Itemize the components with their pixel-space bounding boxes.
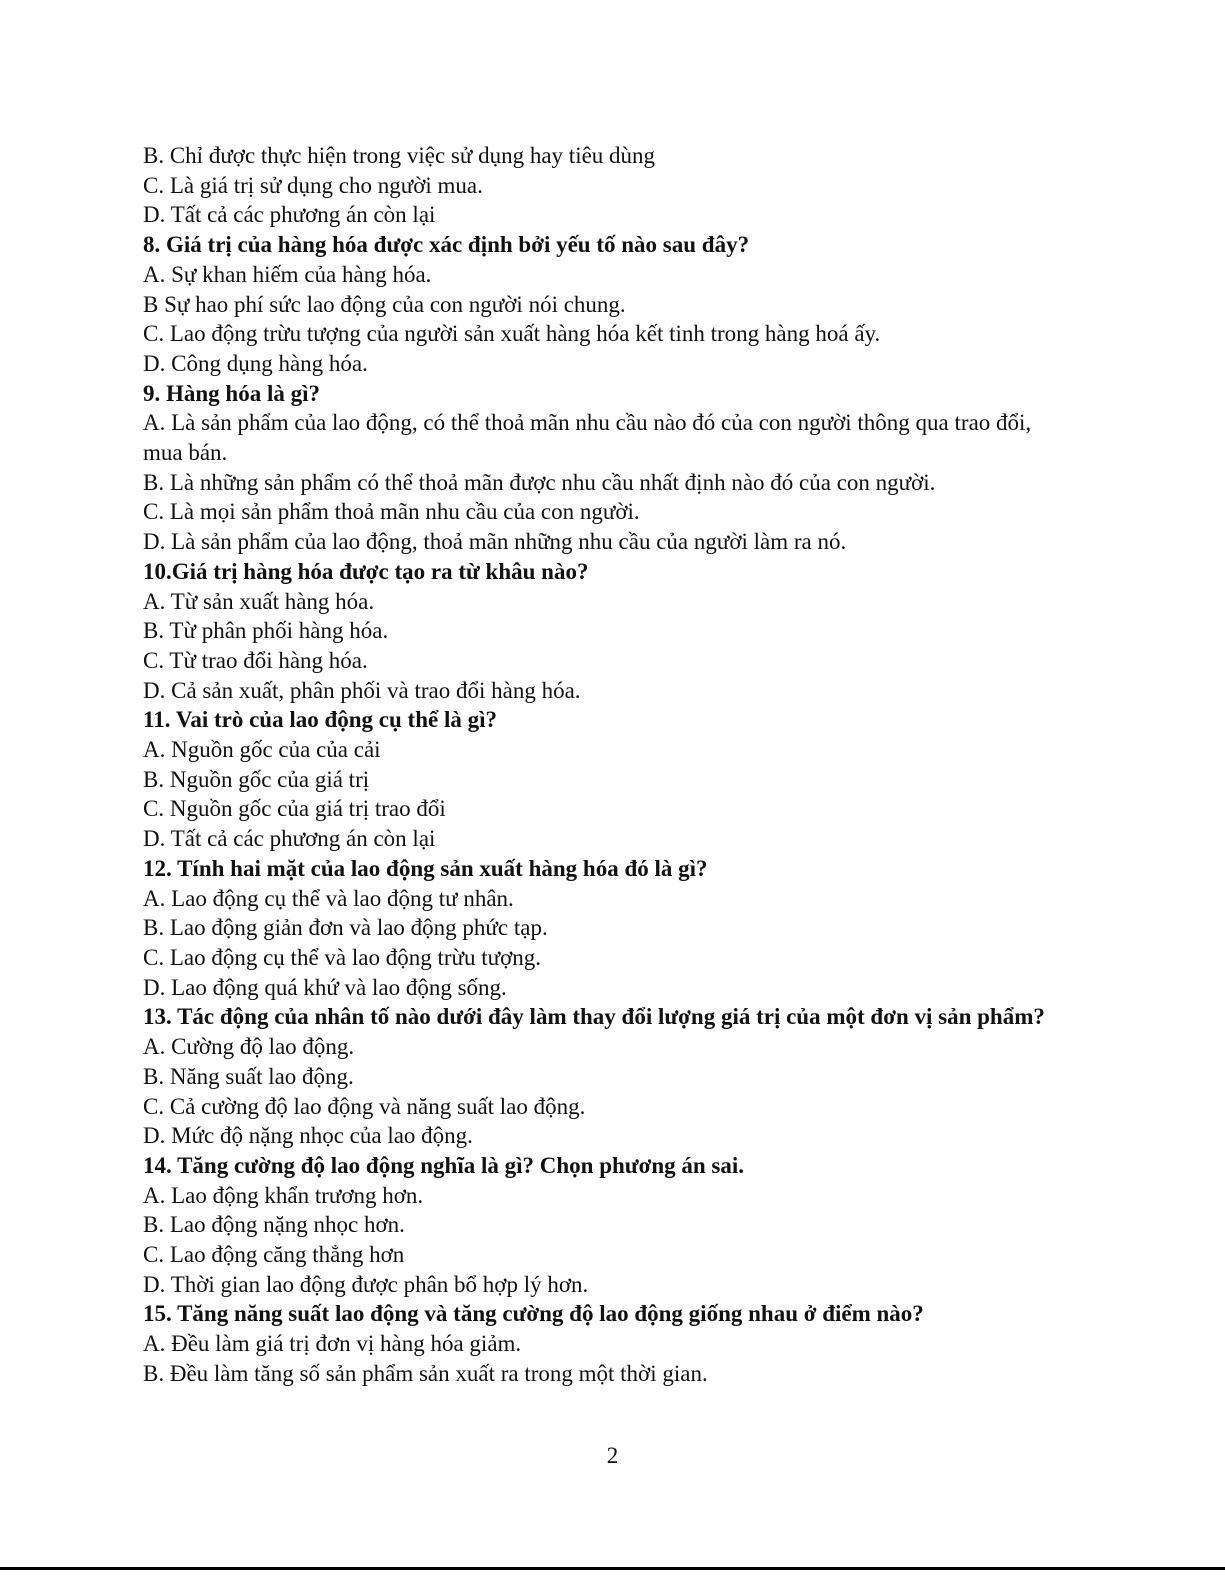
- answer-option: B. Từ phân phối hàng hóa.: [143, 618, 389, 644]
- answer-option: B. Chỉ được thực hiện trong việc sử dụng hay tiêu dùng: [143, 143, 656, 168]
- answer-option: C. Nguồn gốc của giá trị trao đổi: [143, 796, 446, 822]
- page-bottom-border: [0, 1567, 1225, 1570]
- answer-option: A. Lao động cụ thể và lao động tư nhân.: [143, 885, 514, 911]
- answer-option: D. Tất cả các phương án còn lại: [143, 202, 436, 228]
- answer-option: D. Công dụng hàng hóa.: [143, 350, 368, 376]
- question-heading: 8. Giá trị của hàng hóa được xác định bởi yếu tố nào sau đây?: [143, 232, 750, 258]
- question-list: [143, 141, 1063, 1389]
- question-heading: 10.Giá trị hàng hóa được tạo ra từ khâu nào?: [143, 558, 589, 584]
- answer-option: B. Là những sản phẩm có thể thoả mãn được nhu cầu nhất định nào đó của con người.: [143, 469, 936, 495]
- answer-option: A. Từ sản xuất hàng hóa.: [143, 588, 375, 614]
- answer-option: B. Đều làm tăng số sản phẩm sản xuất ra trong một thời gian.: [143, 1360, 708, 1386]
- question-heading: 12. Tính hai mặt của lao động sản xuất hàng hóa đó là gì?: [143, 855, 708, 881]
- answer-option: A. Cường độ lao động.: [143, 1034, 355, 1060]
- answer-option: B. Lao động giản đơn và lao động phức tạp.: [143, 915, 548, 941]
- answer-option: B. Lao động nặng nhọc hơn.: [143, 1212, 405, 1238]
- answer-option: C. Từ trao đổi hàng hóa.: [143, 647, 368, 673]
- question-heading: 14. Tăng cường độ lao động nghĩa là gì? Chọn phương án sai.: [143, 1152, 745, 1178]
- answer-option: C. Lao động căng thẳng hơn: [143, 1242, 405, 1268]
- page-number: 2: [606, 1443, 619, 1468]
- answer-option: D. Thời gian lao động được phân bổ hợp lý hơn.: [143, 1271, 589, 1297]
- answer-option: C. Lao động trừu tượng của người sản xuất hàng hóa kết tinh trong hàng hoá ấy.: [143, 321, 881, 347]
- answer-option: A. Là sản phẩm của lao động, có thể thoả mãn nhu cầu nào đó của con người thông qua trao đổi, mua bán.: [143, 410, 1032, 466]
- answer-option: A. Đều làm giá trị đơn vị hàng hóa giảm.: [143, 1331, 522, 1357]
- question-heading: 11. Vai trò của lao động cụ thể là gì?: [143, 707, 497, 733]
- answer-option: A. Nguồn gốc của của cải: [143, 737, 381, 763]
- answer-option: D. Cả sản xuất, phân phối và trao đổi hàng hóa.: [143, 677, 581, 703]
- answer-option: C. Là mọi sản phẩm thoả mãn nhu cầu của con người.: [143, 499, 640, 525]
- answer-option: A. Lao động khẩn trương hơn.: [143, 1182, 424, 1208]
- answer-option: A. Sự khan hiếm của hàng hóa.: [143, 261, 432, 287]
- answer-option: D. Là sản phẩm của lao động, thoả mãn những nhu cầu của người làm ra nó.: [143, 529, 847, 555]
- answer-option: C. Lao động cụ thể và lao động trừu tượng.: [143, 944, 541, 970]
- question-heading: 9. Hàng hóa là gì?: [143, 380, 321, 406]
- question-heading: 13. Tác động của nhân tố nào dưới đây làm thay đổi lượng giá trị của một đơn vị sản phẩm?: [143, 1004, 1045, 1030]
- answer-option: D. Tất cả các phương án còn lại: [143, 826, 436, 852]
- answer-option: D. Mức độ nặng nhọc của lao động.: [143, 1123, 473, 1149]
- answer-option: B Sự hao phí sức lao động của con người nói chung.: [143, 291, 626, 317]
- answer-option: B. Năng suất lao động.: [143, 1063, 354, 1089]
- answer-option: C. Là giá trị sử dụng cho người mua.: [143, 172, 483, 198]
- answer-option: D. Lao động quá khứ và lao động sống.: [143, 974, 507, 1000]
- question-heading: 15. Tăng năng suất lao động và tăng cường độ lao động giống nhau ở điểm nào?: [143, 1301, 924, 1327]
- answer-option: C. Cả cường độ lao động và năng suất lao động.: [143, 1093, 586, 1119]
- answer-option: B. Nguồn gốc của giá trị: [143, 766, 370, 792]
